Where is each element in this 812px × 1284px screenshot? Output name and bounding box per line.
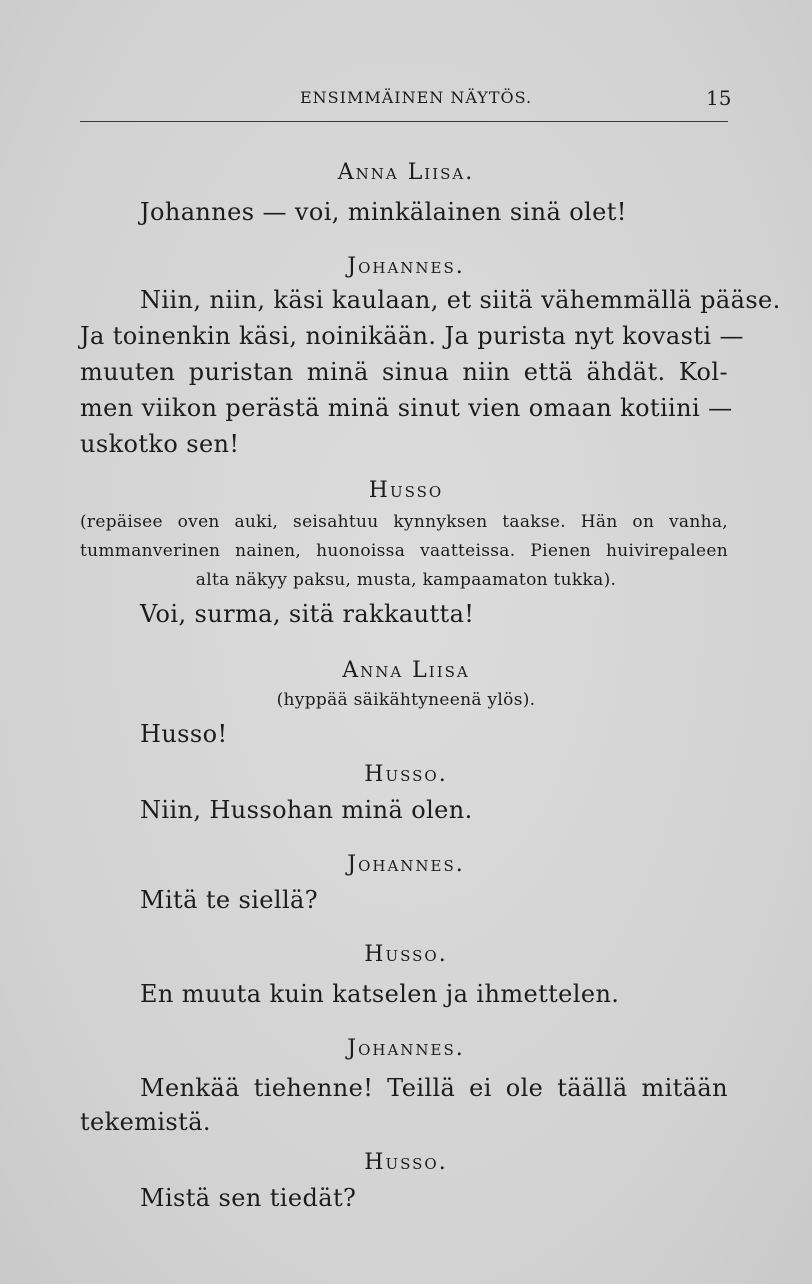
dialogue-line: Niin, niin, käsi kaulaan, et siitä vähemmällä pääse.: [140, 286, 781, 314]
speaker-name: Husso: [368, 478, 444, 503]
running-header: ENSIMMÄINEN NÄYTÖS.: [300, 88, 533, 107]
stage-direction: (repäisee oven auki, seisahtuu kynnyksen taakse. Hän on vanha,: [80, 512, 728, 532]
stage-direction: tummanverinen nainen, huonoissa vaatteissa. Pienen huivirepaleen: [80, 541, 728, 561]
dialogue-line: muuten puristan minä sinua niin että ähdät. Kol-: [80, 358, 728, 386]
dialogue-line: Mitä te siellä?: [140, 886, 319, 914]
speaker-name: Johannes.: [347, 1036, 465, 1061]
dialogue-line: Husso!: [140, 720, 228, 748]
speaker-name: Anna Liisa.: [337, 160, 475, 185]
dialogue-line: Ja toinenkin käsi, noinikään. Ja purista nyt kovasti —: [80, 322, 744, 350]
speaker-name: Johannes.: [347, 254, 465, 279]
dialogue-line: tekemistä.: [80, 1108, 211, 1136]
speaker-name: Anna Liisa: [342, 658, 470, 683]
stage-direction: alta näkyy paksu, musta, kampaamaton tukka).: [195, 570, 617, 590]
dialogue-line: En muuta kuin katselen ja ihmettelen.: [140, 980, 620, 1008]
header-rule: [80, 121, 728, 122]
dialogue-line: Niin, Hussohan minä olen.: [140, 796, 473, 824]
dialogue-line: Johannes — voi, minkälainen sinä olet!: [140, 198, 627, 226]
speaker-name: Husso.: [364, 762, 448, 787]
speaker-name: Husso.: [364, 1150, 448, 1175]
dialogue-line: men viikon perästä minä sinut vien omaan kotiini —: [80, 394, 733, 422]
speaker-name: Husso.: [364, 942, 448, 967]
dialogue-line: Mistä sen tiedät?: [140, 1184, 357, 1212]
dialogue-line: Voi, surma, sitä rakkautta!: [140, 600, 475, 628]
stage-direction: (hyppää säikähtyneenä ylös).: [276, 690, 536, 710]
dialogue-line: Menkää tiehenne! Teillä ei ole täällä mitään: [140, 1074, 728, 1102]
speaker-name: Johannes.: [347, 852, 465, 877]
dialogue-line: uskotko sen!: [80, 430, 240, 458]
page-number: 15: [706, 86, 732, 110]
